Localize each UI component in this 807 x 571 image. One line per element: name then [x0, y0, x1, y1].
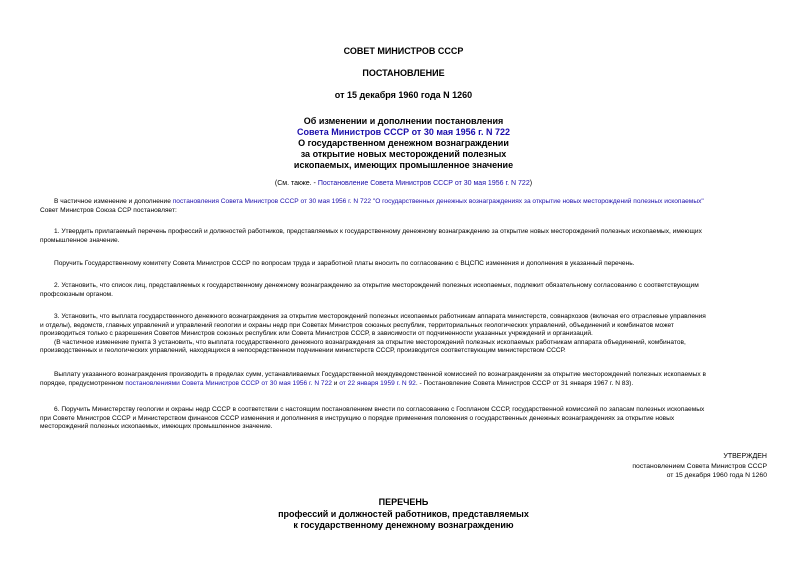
document-date: от 15 декабря 1960 года N 1260 [334, 90, 473, 100]
paragraph-line: Поручить Государственному комитету Совета Министров СССР по вопросам труда и заработной платы вносить по согласованию с ВЦСПС изменения и дополнения в указанный перечень. [54, 260, 635, 267]
see-also-note [0, 179, 807, 188]
intro-prefix: В частичное изменение и дополнение [54, 198, 173, 205]
paragraph-line: Выплату указанного вознаграждения производить в пределах сумм, устанавливаемых Государственной междуведомственной комиссией по вознаграждениям за открытие месторождений полезных ископаемых в [54, 371, 707, 378]
title-line: Об изменении и дополнении постановления [303, 116, 504, 126]
payment-prefix: порядке, предусмотренном [40, 379, 126, 387]
title-line: ископаемых, имеющих промышленное значение [293, 160, 514, 170]
paragraph-committee [40, 260, 768, 269]
title-line: О государственном денежном вознаграждении [298, 138, 509, 148]
list-heading: ПЕРЕЧЕНЬ [378, 497, 429, 507]
paragraph-6 [40, 406, 768, 432]
paragraph-line: месторождений полезных ископаемых, имеющих промышленное значение. [40, 423, 273, 431]
issuing-body: СОВЕТ МИНИСТРОВ СССР [343, 46, 464, 56]
paragraph-1 [40, 228, 768, 245]
list-subtitle-line: профессий и должностей работников, представляемых [278, 508, 529, 519]
resolution-link-1959[interactable]: от 22 января 1959 г. N 92 [339, 379, 416, 387]
list-subtitle-line: к государственному денежному вознаграждению [293, 520, 514, 530]
document-type: ПОСТАНОВЛЕНИЕ [362, 68, 445, 78]
paragraph-3 [40, 313, 768, 356]
paragraph-line: при Совете Министров СССР и Министерством финансов СССР изменения и дополнения в инструкцию о порядке применения положения о государственных денежных вознаграждениях за открытие новых [40, 414, 675, 422]
document-title [0, 116, 807, 171]
paragraph-payment [40, 371, 768, 388]
paragraph-2 [40, 282, 768, 299]
resolution-link-1956[interactable]: постановлениями Совета Министров СССР от 30 мая 1956 г. N 722 [125, 379, 332, 387]
approval-heading: УТВЕРЖДЕН [723, 453, 767, 460]
paragraph-line: 2. Установить, что список лиц, представляемых к государственному денежному вознаграждению за открытие месторождений полезных ископаемых, подлежит обязательному согласованию с соответствующим [54, 282, 699, 289]
paragraph-line: 3. Установить, что выплата государственного денежного вознаграждения за открытие месторождений полезных ископаемых работникам аппарата министерств, совнархозов (включая его отраслевые управления [54, 313, 706, 320]
see-also-prefix: (См. также. - [274, 180, 318, 187]
title-link[interactable]: Совета Министров СССР от 30 мая 1956 г. N 722 [296, 127, 511, 137]
intro-paragraph [40, 198, 768, 215]
intro-link[interactable]: постановления Совета Министров СССР от 30 мая 1956 г. N 722 "О государственных денежных вознаграждениях за открытие новых месторождений полезных ископаемых" [172, 198, 704, 205]
payment-suffix: . - Постановление Совета Министров СССР от 31 января 1967 г. N 83). [415, 379, 634, 387]
intro-line: Совет Министров Союза ССР постановляет: [40, 206, 177, 214]
title-line: за открытие новых месторождений полезных [300, 149, 507, 159]
paragraph-line: и отделы), ведомств, главных управлений и управлений геологии и охраны недр при Советах Министров союзных республик, территориальных геологических управлений, объединений и комбинатов может [40, 321, 674, 329]
approval-line: постановлением Совета Министров СССР [632, 462, 767, 470]
paragraph-line: 1. Утвердить прилагаемый перечень профессий и должностей работников, представляемых к государственному денежному вознаграждению за открытие новых месторождений полезных ископаемых, имеющих [54, 228, 702, 235]
paragraph-line: производиться только с разрешения Советов Министров союзных республик или Совета Министров СССР, в зависимости от подчиненности указанных учреждений и организаций. [40, 330, 593, 338]
list-title [0, 497, 807, 532]
paragraph-line: (В частичное изменение пункта 3 установить, что выплата государственного денежного вознаграждения за открытие месторождений полезных ископаемых работникам аппарата объединений, комбинатов, [54, 338, 686, 346]
approval-stamp [547, 452, 767, 481]
paragraph-line: профсоюзным органом. [40, 290, 114, 298]
paragraph-line: промышленное значение. [40, 236, 120, 244]
paragraph-line: 6. Поручить Министерству геологии и охраны недр СССР в соответствии с настоящим постановлением внести по согласованию с Госпланом СССР, государственной комиссией по запасам полезных ископаемых [54, 406, 705, 413]
payment-mid: и [331, 379, 340, 387]
approval-line: от 15 декабря 1960 года N 1260 [666, 472, 767, 479]
see-also-link[interactable]: Постановление Совета Министров СССР от 30 мая 1956 г. N 722 [317, 180, 530, 187]
paragraph-line: производственных и геологических управлений, находящихся в непосредственном подчинении министерств СССР, производится соответствующим министерством СССР. [40, 347, 566, 355]
see-also-suffix: ) [529, 180, 533, 187]
